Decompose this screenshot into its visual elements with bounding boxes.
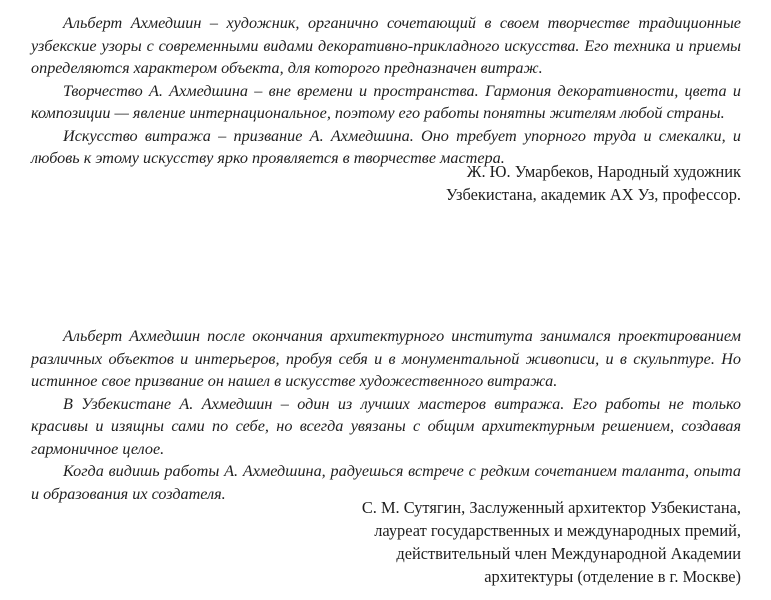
review-2-paragraph-3: Когда видишь работы А. Ахмедшина, радуешься встрече с редким сочетанием таланта, опыта и образования их создателя. <box>31 462 741 503</box>
review-2-signature-line-3: действительный член Международной Академии <box>396 544 741 563</box>
review-1-text <box>31 12 741 170</box>
review-1-paragraph-2: Творчество А. Ахмедшина – вне времени и пространства. Гармония декоративности, цвета и композиции — явление интернациональное, поэтому его работы понятны жителям любой страны. <box>31 81 741 122</box>
review-2-paragraph-2: В Узбекистане А. Ахмедшин – один из лучших мастеров витража. Его работы не только красивы и изящны сами по себе, но всегда увязаны с общим архитектурным решением, создавая гармоничное целое. <box>31 394 741 458</box>
review-2-signature-line-1: С. М. Сутягин, Заслуженный архитектор Узбекистана, <box>361 498 741 517</box>
review-2-signature <box>362 496 741 588</box>
review-2-paragraph-1: Альберт Ахмедшин после окончания архитектурного института занимался проектированием различных объектов и интерьеров, пробуя себя и в монументальной живописи, и в скульптуре. Но истинное свое призвание он нашел в искусстве художественного витража. <box>31 327 741 390</box>
review-1-paragraph-3: Искусство витража – призвание А. Ахмедшина. Оно требует упорного труда и смекалки, и любовь к этому искусству ярко проявляется в творчестве мастера. <box>31 126 741 167</box>
review-1-signature-line-1: Ж. Ю. Умарбеков, Народный художник <box>466 162 741 181</box>
review-2-text <box>31 325 741 505</box>
review-1-paragraph-1: Альберт Ахмедшин – художник, органично сочетающий в своем творчестве традиционные узбекские узоры с современными видами декоративно-прикладного искусства. Его техника и приемы определяются характером объекта, для которого предназначен витраж. <box>31 14 741 77</box>
review-1-signature <box>446 160 741 206</box>
review-2-signature-line-2: лауреат государственных и международных премий, <box>374 521 741 540</box>
review-2-signature-line-4: архитектуры (отделение в г. Москве) <box>484 567 741 586</box>
review-1-signature-line-2: Узбекистана, академик АХ Уз, профессор. <box>445 185 741 204</box>
